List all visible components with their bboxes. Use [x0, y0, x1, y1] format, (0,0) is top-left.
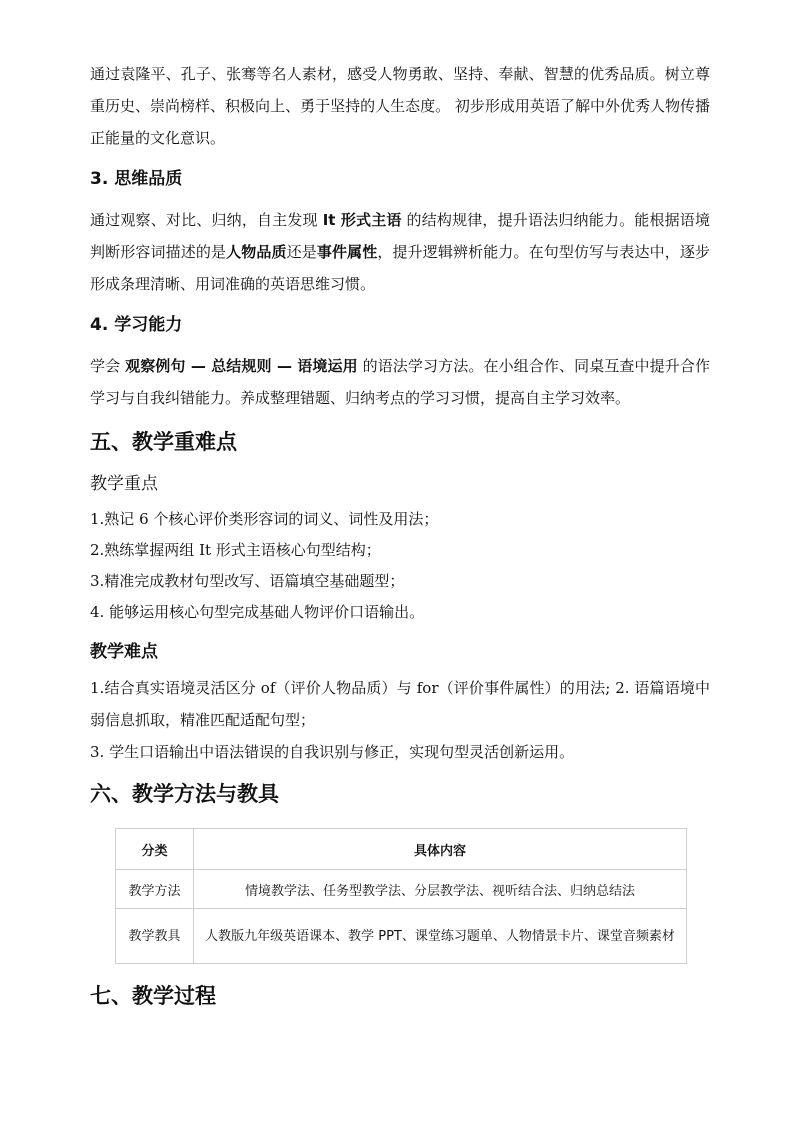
section-4-paragraph	[90, 350, 710, 414]
key-point-item: 2.熟练掌握两组 It 形式主语核心句型结构；	[90, 541, 381, 559]
table-header-cell: 分类	[116, 829, 194, 870]
table-header-cell: 具体内容	[194, 829, 687, 870]
text-span: 的结构规律，提升语法归纳能力。能根据语境判断形容词描述的是	[90, 211, 710, 261]
section-3-heading: 3. 思维品质	[90, 169, 183, 189]
bold-term-event: 事件属性	[316, 243, 378, 261]
text-span: 学会	[90, 357, 126, 375]
difficult-points-heading: 教学难点	[90, 642, 158, 662]
difficult-point-paragraph: 1.结合真实语境灵活区分 of（评价人物品质）与 for（评价事件属性）的用法; 2. 语篇语境中弱信息抓取，精准匹配适配句型；	[90, 679, 710, 729]
key-point-item: 1.熟记 6 个核心评价类形容词的词义、词性及用法；	[90, 510, 439, 528]
methods-table	[115, 828, 687, 964]
section-5-heading: 五、教学重难点	[90, 430, 237, 454]
bold-term-method: 观察例句 — 总结规则 — 语境运用	[125, 357, 358, 375]
table-cell: 人教版九年级英语课本、教学 PPT、课堂练习题单、人物情景卡片、课堂音频素材	[194, 909, 687, 964]
section-3-paragraph	[90, 204, 710, 300]
bold-term-it-subject: It 形式主语	[322, 211, 402, 229]
text-span: 还是	[286, 243, 317, 261]
bold-term-character: 人物品质	[226, 243, 287, 261]
text-span: ，提升逻辑辨析能力。在句型仿写与表达中，逐步形成条理清晰、用词准确的英语思维习惯。	[90, 243, 710, 293]
table-row	[116, 909, 687, 964]
text-span: 通过观察、对比、归纳，自主发现	[90, 211, 323, 229]
key-point-item: 4. 能够运用核心句型完成基础人物评价口语输出。	[90, 603, 425, 621]
table-cell: 教学方法	[116, 870, 194, 909]
table-row	[116, 870, 687, 909]
intro-paragraph: 通过袁隆平、孔子、张骞等名人素材，感受人物勇敢、坚持、奉献、智慧的优秀品质。树立尊重历史、崇尚榜样、积极向上、勇于坚持的人生态度。 初步形成用英语了解中外优秀人物传播正能量的文化意识。	[90, 65, 710, 147]
key-points-heading: 教学重点	[90, 474, 158, 494]
text-span: 的语法学习方法。在小组合作、同桌互查中提升合作学习与自我纠错能力。养成整理错题、归纳考点的学习习惯，提高自主学习效率。	[90, 357, 710, 407]
document-page	[90, 58, 710, 1026]
difficult-point-paragraph: 3. 学生口语输出中语法错误的自我识别与修正，实现句型灵活创新运用。	[90, 743, 575, 761]
section-6-heading: 六、教学方法与教具	[90, 782, 279, 806]
table-header-row	[116, 829, 687, 870]
section-7-heading: 七、教学过程	[90, 984, 216, 1008]
table-cell: 教学教具	[116, 909, 194, 964]
table-cell: 情境教学法、任务型教学法、分层教学法、视听结合法、归纳总结法	[194, 870, 687, 909]
key-point-item: 3.精准完成教材句型改写、语篇填空基础题型；	[90, 572, 405, 590]
section-4-heading: 4. 学习能力	[90, 315, 183, 335]
